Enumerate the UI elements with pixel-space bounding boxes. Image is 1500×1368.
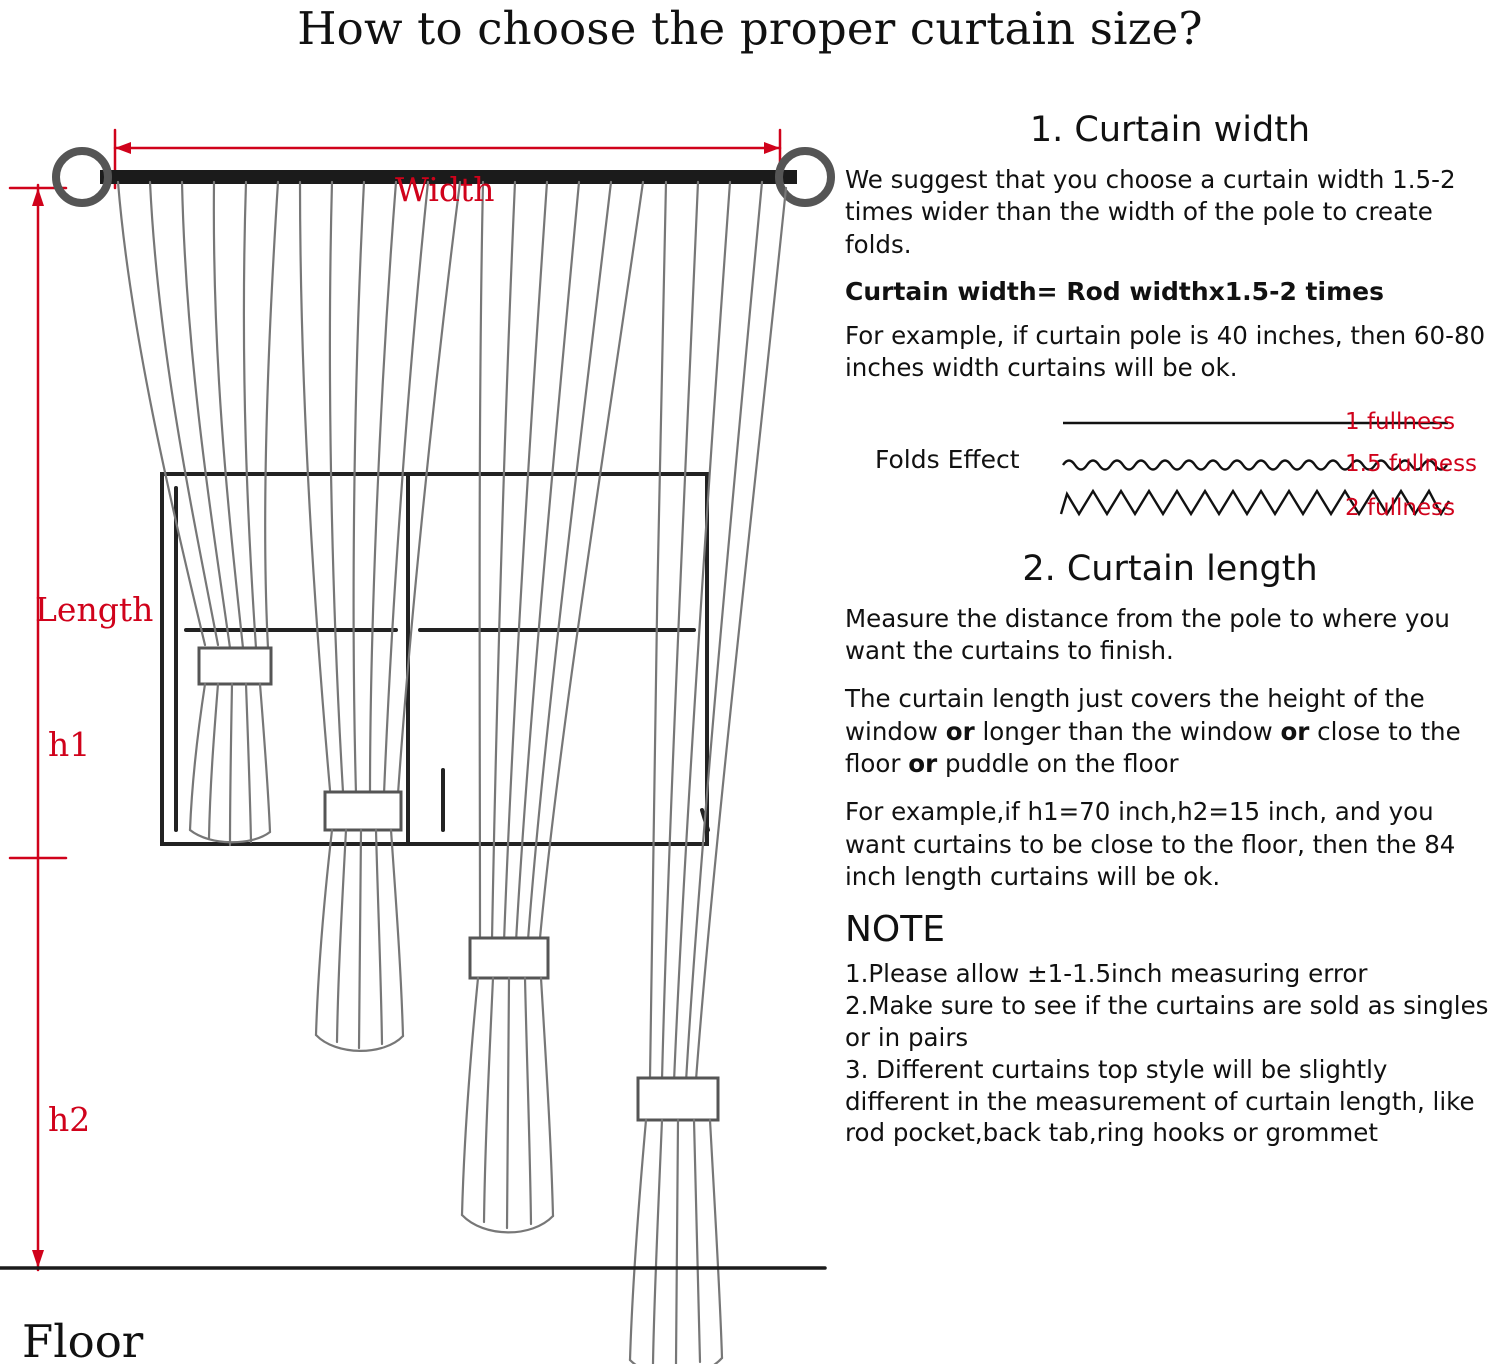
s2-part-2: longer than the window [974, 716, 1281, 746]
curtain-diagram-svg [0, 70, 840, 1364]
curtain-diagram [0, 70, 840, 1368]
section-1-example: For example, if curtain pole is 40 inches, then 60-80 inches width curtains will be ok. [845, 320, 1486, 383]
note-item-2: 2.Make sure to see if the curtains are sold as singles or in pairs [845, 991, 1489, 1052]
fullness-1-label: 1 fullness [1345, 408, 1456, 435]
s2-part-4: close to the floor [845, 716, 1461, 778]
h1-label: h1 [48, 725, 91, 764]
section-1-paragraph-1: We suggest that you choose a curtain width 1.5-2 times wider than the width of the pole to create folds. [845, 165, 1456, 259]
instructions-column [845, 110, 1495, 1149]
section-2-example: For example,if h1=70 inch,h2=15 inch, and you want curtains to be close to the floor, then the 84 inch length curtains will be ok. [845, 797, 1456, 891]
section-1-heading: 1. Curtain width [1029, 110, 1311, 150]
fullness-2-label: 2 fullness [1345, 494, 1456, 521]
note-list [845, 958, 1495, 1149]
note-item-3: 3. Different curtains top style will be slightly different in the measurement of curtain length, like rod pocket,back tab,ring hooks or grommet [845, 1054, 1475, 1148]
note-heading: NOTE [845, 909, 946, 951]
s2-or-3: or [908, 748, 938, 778]
s2-part-6: puddle on the floor [937, 748, 1179, 778]
section-2-heading: 2. Curtain length [1022, 548, 1318, 589]
s2-part-0: The curtain length just covers the height of the window [845, 684, 1425, 746]
curtain-width-formula: Curtain width= Rod widthx1.5-2 times [845, 276, 1384, 306]
floor-label: Floor [22, 1315, 144, 1368]
fullness-1-5-label: 1.5 fullness [1345, 450, 1478, 477]
width-label: Width [395, 170, 495, 209]
folds-effect-diagram [845, 401, 1495, 523]
page-title: How to choose the proper curtain size? [297, 2, 1203, 55]
note-item-1: 1.Please allow ±1-1.5inch measuring error [845, 959, 1368, 989]
s2-or-2: or [1280, 716, 1310, 746]
length-label: Length [35, 590, 154, 629]
folds-effect-label: Folds Effect [875, 444, 1020, 474]
curtain-fabric [118, 182, 786, 1364]
section-2-paragraph-2 [845, 683, 1495, 780]
section-2-paragraph-1: Measure the distance from the pole to where you want the curtains to finish. [845, 603, 1450, 665]
s2-or-1: or [945, 716, 975, 746]
h2-label: h2 [48, 1100, 91, 1139]
